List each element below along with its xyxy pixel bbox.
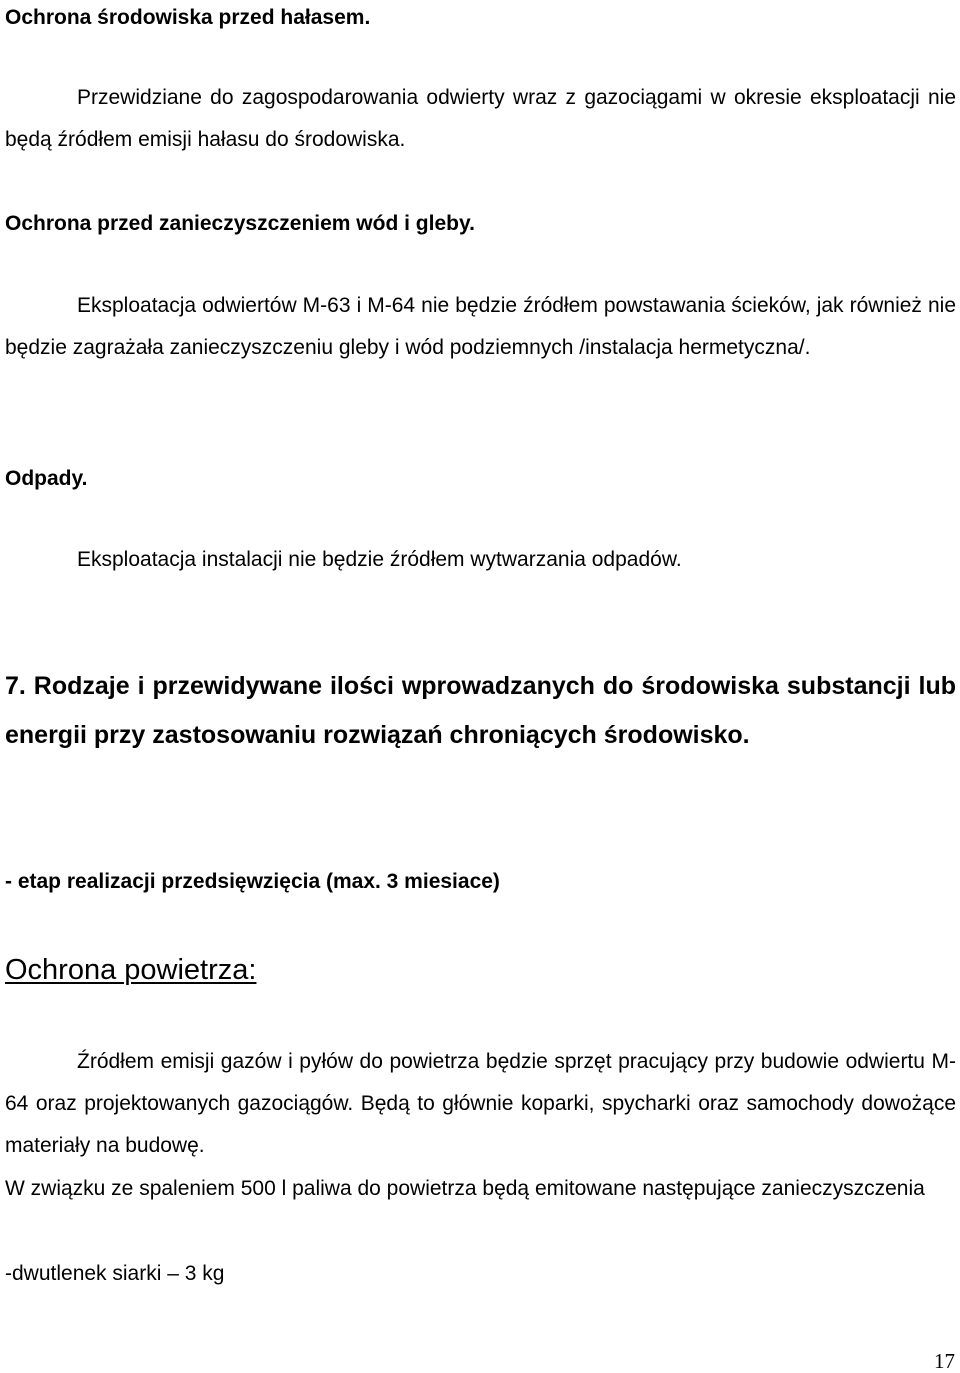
heading-water-soil-protection: Ochrona przed zanieczyszczeniem wód i gleby.	[5, 212, 475, 235]
paragraph-noise: Przewidziane do zagospodarowania odwierty wraz z gazociągami w okresie eksploatacji nie będą źródłem emisji hałasu do środowiska.	[5, 86, 956, 151]
stage-heading: - etap realizacji przedsięwzięcia (max. 3 miesiace)	[5, 870, 500, 893]
paragraph-waste: Eksploatacja instalacji nie będzie źródłem wytwarzania odpadów.	[77, 548, 682, 571]
heading-noise-protection: Ochrona środowiska przed hałasem.	[5, 6, 371, 29]
page-number: 17	[934, 1349, 955, 1373]
section-7-heading: 7. Rodzaje i przewidywane ilości wprowadzanych do środowiska substancji lub energii przy zastosowaniu rozwiązań chroniących środowisko.	[5, 672, 956, 749]
air-protection-heading: Ochrona powietrza:	[5, 954, 257, 986]
heading-waste: Odpady.	[5, 467, 88, 490]
paragraph-air-emissions: W związku ze spaleniem 500 l paliwa do powietrza będą emitowane następujące zanieczyszczenia	[5, 1177, 925, 1200]
paragraph-water-soil: Eksploatacja odwiertów M-63 i M-64 nie będzie źródłem powstawania ścieków, jak również nie będzie zagrażała zanieczyszczeniu gleby i wód podziemnych /instalacja hermetyczna/.	[5, 294, 956, 359]
emission-item-sulfur-dioxide: -dwutlenek siarki – 3 kg	[5, 1262, 225, 1285]
paragraph-air-sources: Źródłem emisji gazów i pyłów do powietrza będzie sprzęt pracujący przy budowie odwiertu M-64 oraz projektowanych gazociągów. Będą to głównie koparki, spycharki oraz samochody dowożące materiały na budowę.	[5, 1050, 956, 1157]
